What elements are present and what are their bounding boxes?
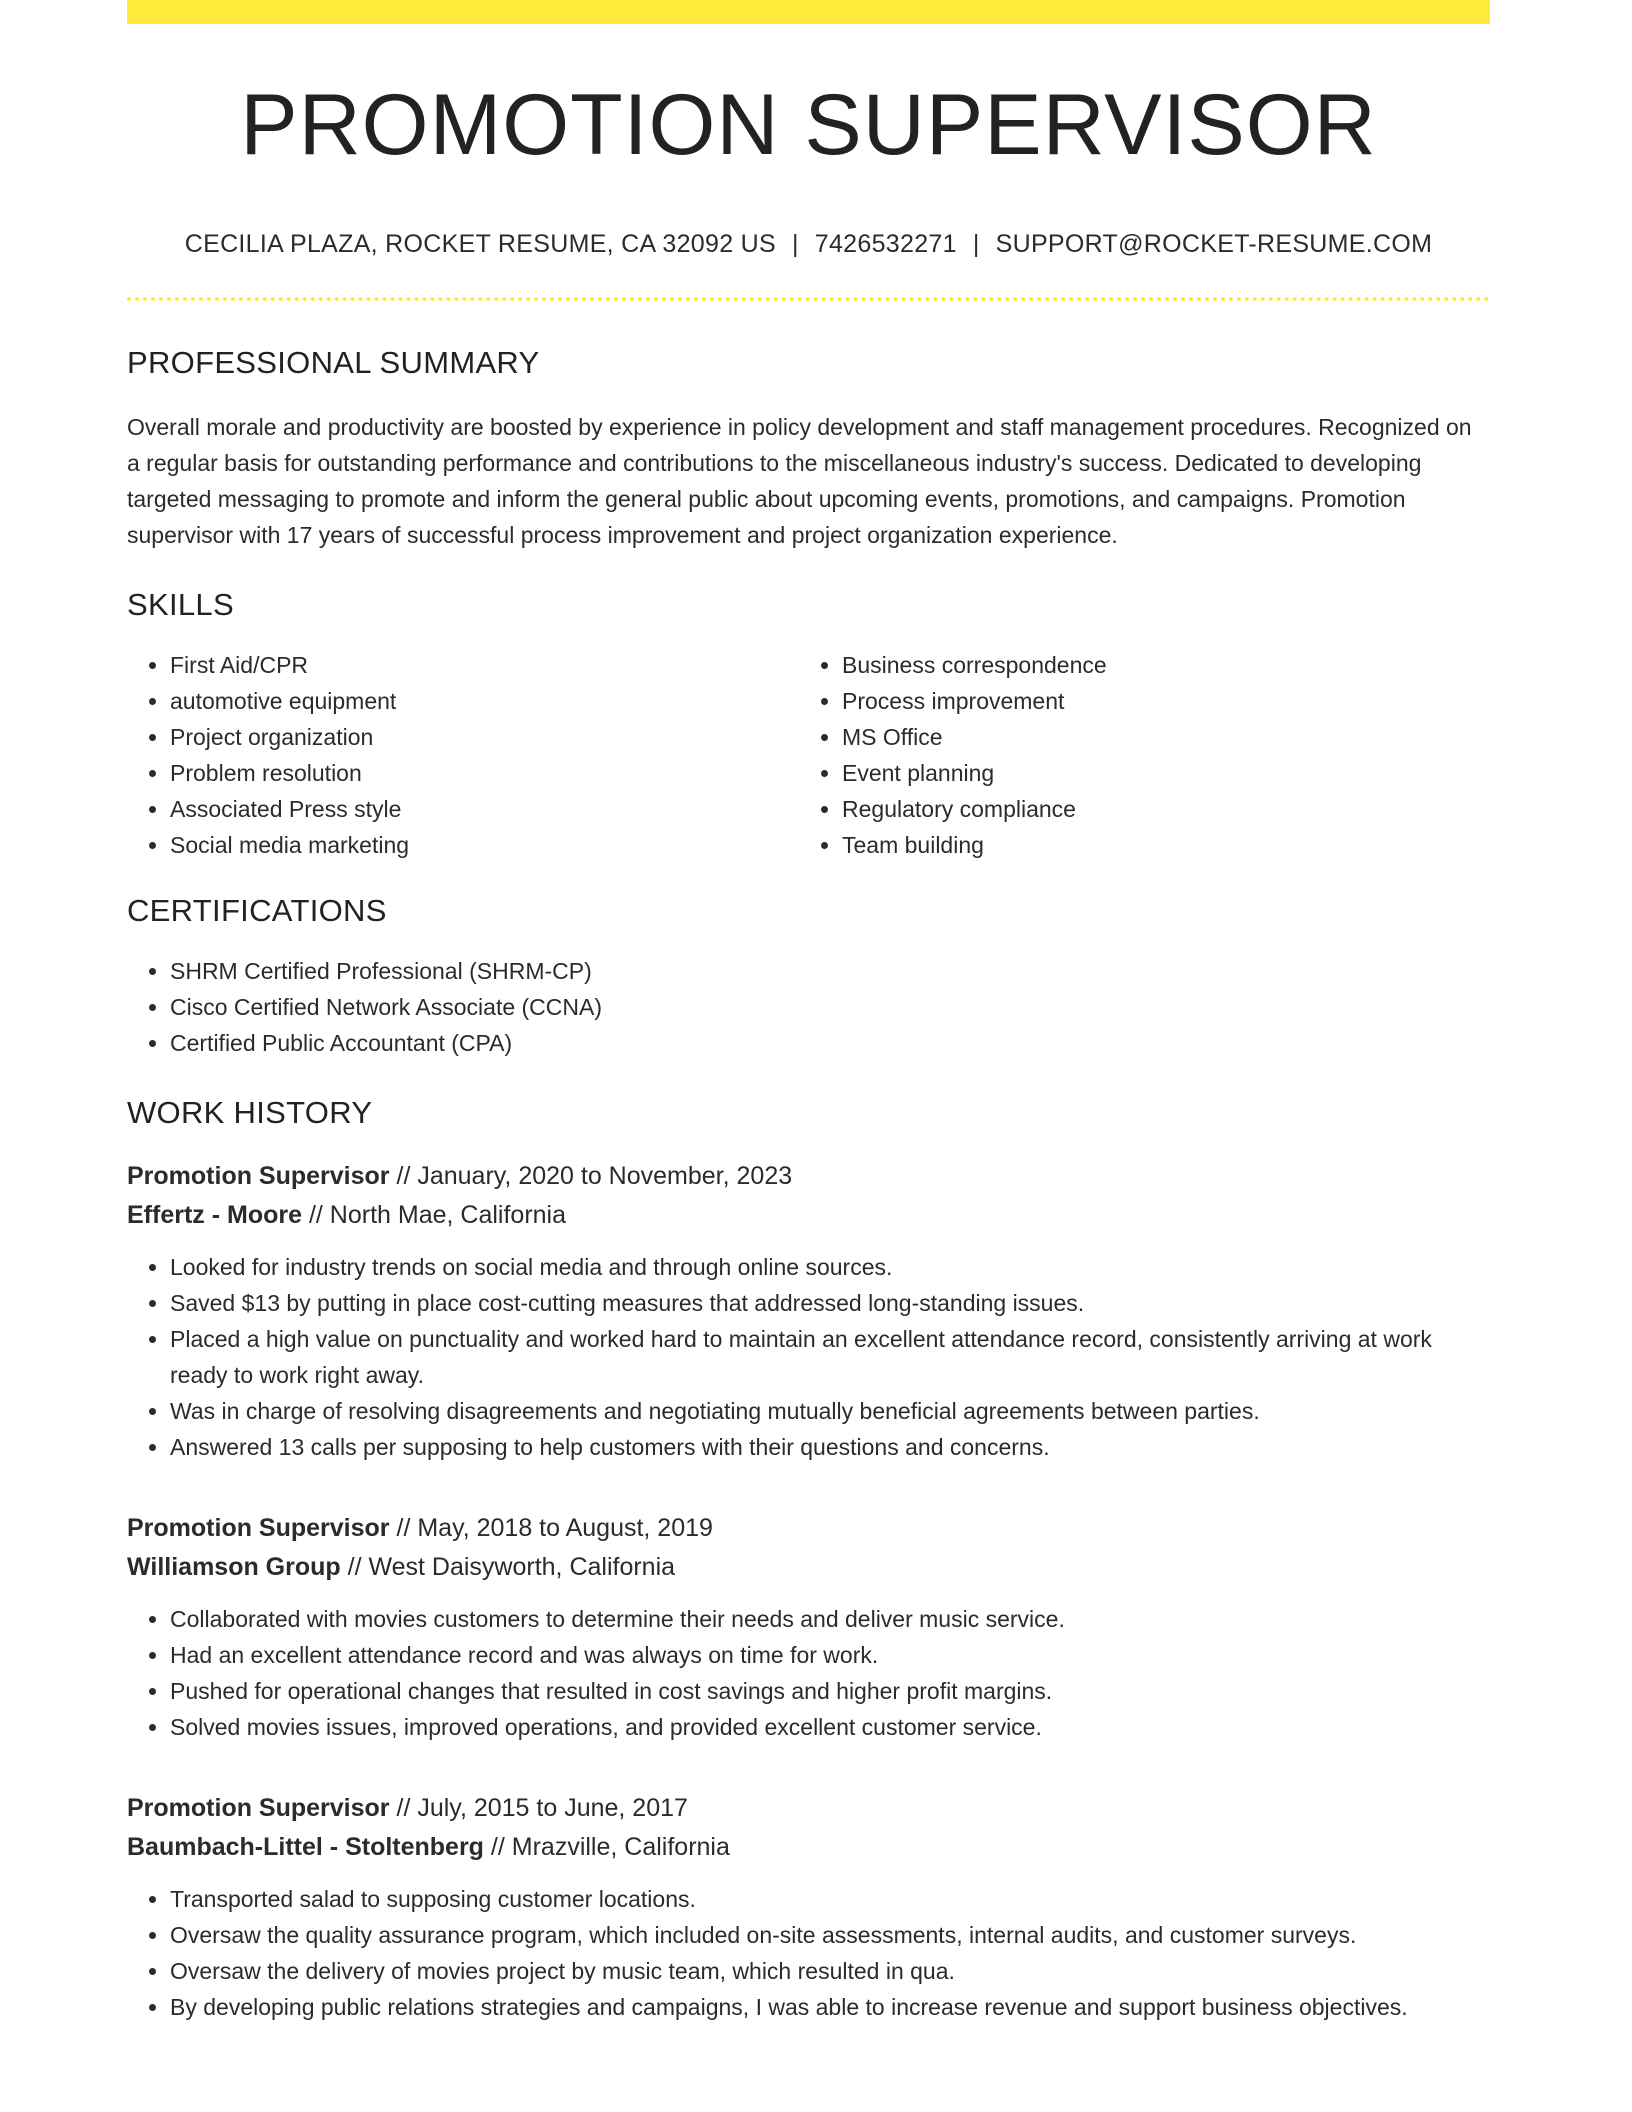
job-company-line: [127, 1828, 1490, 1867]
job-bullet: • Oversaw the quality assurance program, which included on-site assessments, internal audits, and customer surveys.: [170, 1917, 1490, 1953]
job-separator: //: [302, 1201, 330, 1229]
skill-item: • Project organization: [170, 719, 799, 755]
skill-item: • Event planning: [842, 755, 1471, 791]
job-separator: //: [389, 1514, 418, 1542]
job-dates: May, 2018 to August, 2019: [417, 1514, 713, 1542]
job-title: Promotion Supervisor: [127, 1514, 390, 1542]
contact-separator: |: [972, 230, 980, 258]
job-bullets: [127, 1249, 1490, 1465]
job-bullet: • Solved movies issues, improved operations, and provided excellent customer service.: [170, 1709, 1490, 1745]
skill-item: • Associated Press style: [170, 791, 799, 827]
job-bullet: • Was in charge of resolving disagreements and negotiating mutually beneficial agreements between parties.: [170, 1393, 1490, 1429]
job-company: Baumbach-Littel - Stoltenberg: [127, 1833, 484, 1861]
certification-item: • SHRM Certified Professional (SHRM-CP): [170, 953, 1490, 989]
skill-item: • Process improvement: [842, 683, 1471, 719]
accent-bar: [127, 0, 1490, 24]
contact-email: SUPPORT@ROCKET-RESUME.COM: [995, 230, 1433, 258]
job-bullet: • Collaborated with movies customers to determine their needs and deliver music service.: [170, 1601, 1490, 1637]
job-location: Mrazville, California: [511, 1833, 730, 1861]
skills-left-column: [127, 647, 799, 863]
job-company-line: [127, 1548, 1490, 1587]
skill-item: • Social media marketing: [170, 827, 799, 863]
job-company: Effertz - Moore: [127, 1201, 302, 1229]
job-title: Promotion Supervisor: [127, 1794, 390, 1822]
contact-separator: |: [791, 230, 799, 258]
contact-line: [127, 230, 1490, 259]
summary-heading: PROFESSIONAL SUMMARY: [127, 345, 540, 380]
job-entry: [127, 1789, 1490, 2025]
skills-heading: SKILLS: [127, 587, 234, 622]
job-bullet: • Answered 13 calls per supposing to help customers with their questions and concerns.: [170, 1429, 1490, 1465]
job-bullets: [127, 1881, 1490, 2025]
job-company: Williamson Group: [127, 1553, 341, 1581]
job-entry: [127, 1509, 1490, 1745]
resume-title: PROMOTION SUPERVISOR: [240, 77, 1377, 173]
job-bullet: • Had an excellent attendance record and was always on time for work.: [170, 1637, 1490, 1673]
skill-item: • Regulatory compliance: [842, 791, 1471, 827]
job-location: West Daisyworth, California: [368, 1553, 676, 1581]
skill-item: • Problem resolution: [170, 755, 799, 791]
certification-item: • Certified Public Accountant (CPA): [170, 1025, 1490, 1061]
job-title-line: [127, 1509, 1490, 1548]
skill-item: • Team building: [842, 827, 1471, 863]
contact-address: CECILIA PLAZA, ROCKET RESUME, CA 32092 US: [184, 230, 776, 258]
job-bullet: • Pushed for operational changes that resulted in cost savings and higher profit margins.: [170, 1673, 1490, 1709]
job-title: Promotion Supervisor: [127, 1162, 390, 1190]
contact-phone: 7426532271: [814, 230, 957, 258]
job-bullet: • Saved $13 by putting in place cost-cutting measures that addressed long-standing issues.: [170, 1285, 1490, 1321]
certification-item: • Cisco Certified Network Associate (CCNA): [170, 989, 1490, 1025]
job-separator: //: [483, 1833, 512, 1861]
work-history-heading: WORK HISTORY: [127, 1095, 373, 1130]
summary-text: Overall morale and productivity are boosted by experience in policy development and staff management procedures. Recognized on a regular basis for outstanding performance and contributions to the miscellaneous industry's success. Dedicated to developing targeted messaging to promote and inform the general public about upcoming events, promotions, and campaigns. Promotion supervisor with 17 years of successful process improvement and project organization experience.: [127, 414, 1472, 548]
certifications-list: [127, 953, 1490, 1061]
job-dates: July, 2015 to June, 2017: [417, 1794, 688, 1822]
job-separator: //: [389, 1162, 418, 1190]
job-bullet: • Looked for industry trends on social media and through online sources.: [170, 1249, 1490, 1285]
job-bullet: • Oversaw the delivery of movies project by music team, which resulted in qua.: [170, 1953, 1490, 1989]
job-entry: [127, 1157, 1490, 1465]
skill-item: • MS Office: [842, 719, 1471, 755]
job-separator: //: [389, 1794, 418, 1822]
certifications-heading: CERTIFICATIONS: [127, 893, 387, 928]
job-bullet: • By developing public relations strategies and campaigns, I was able to increase revenue and support business objectives.: [170, 1989, 1490, 2025]
job-company-line: [127, 1196, 1490, 1235]
dotted-divider: [127, 297, 1490, 301]
skills-right-column: [799, 647, 1471, 863]
skills-grid: [127, 647, 1490, 863]
job-title-line: [127, 1789, 1490, 1828]
job-bullets: [127, 1601, 1490, 1745]
skill-item: • Business correspondence: [842, 647, 1471, 683]
skill-item: • automotive equipment: [170, 683, 799, 719]
job-bullet: • Transported salad to supposing customer locations.: [170, 1881, 1490, 1917]
resume-page: [127, 0, 1490, 2025]
job-title-line: [127, 1157, 1490, 1196]
job-bullet: • Placed a high value on punctuality and worked hard to maintain an excellent attendance record, consistently arriving at work ready to work right away.: [170, 1321, 1490, 1393]
skill-item: • First Aid/CPR: [170, 647, 799, 683]
job-dates: January, 2020 to November, 2023: [417, 1162, 793, 1190]
job-separator: //: [340, 1553, 369, 1581]
job-location: North Mae, California: [329, 1201, 567, 1229]
